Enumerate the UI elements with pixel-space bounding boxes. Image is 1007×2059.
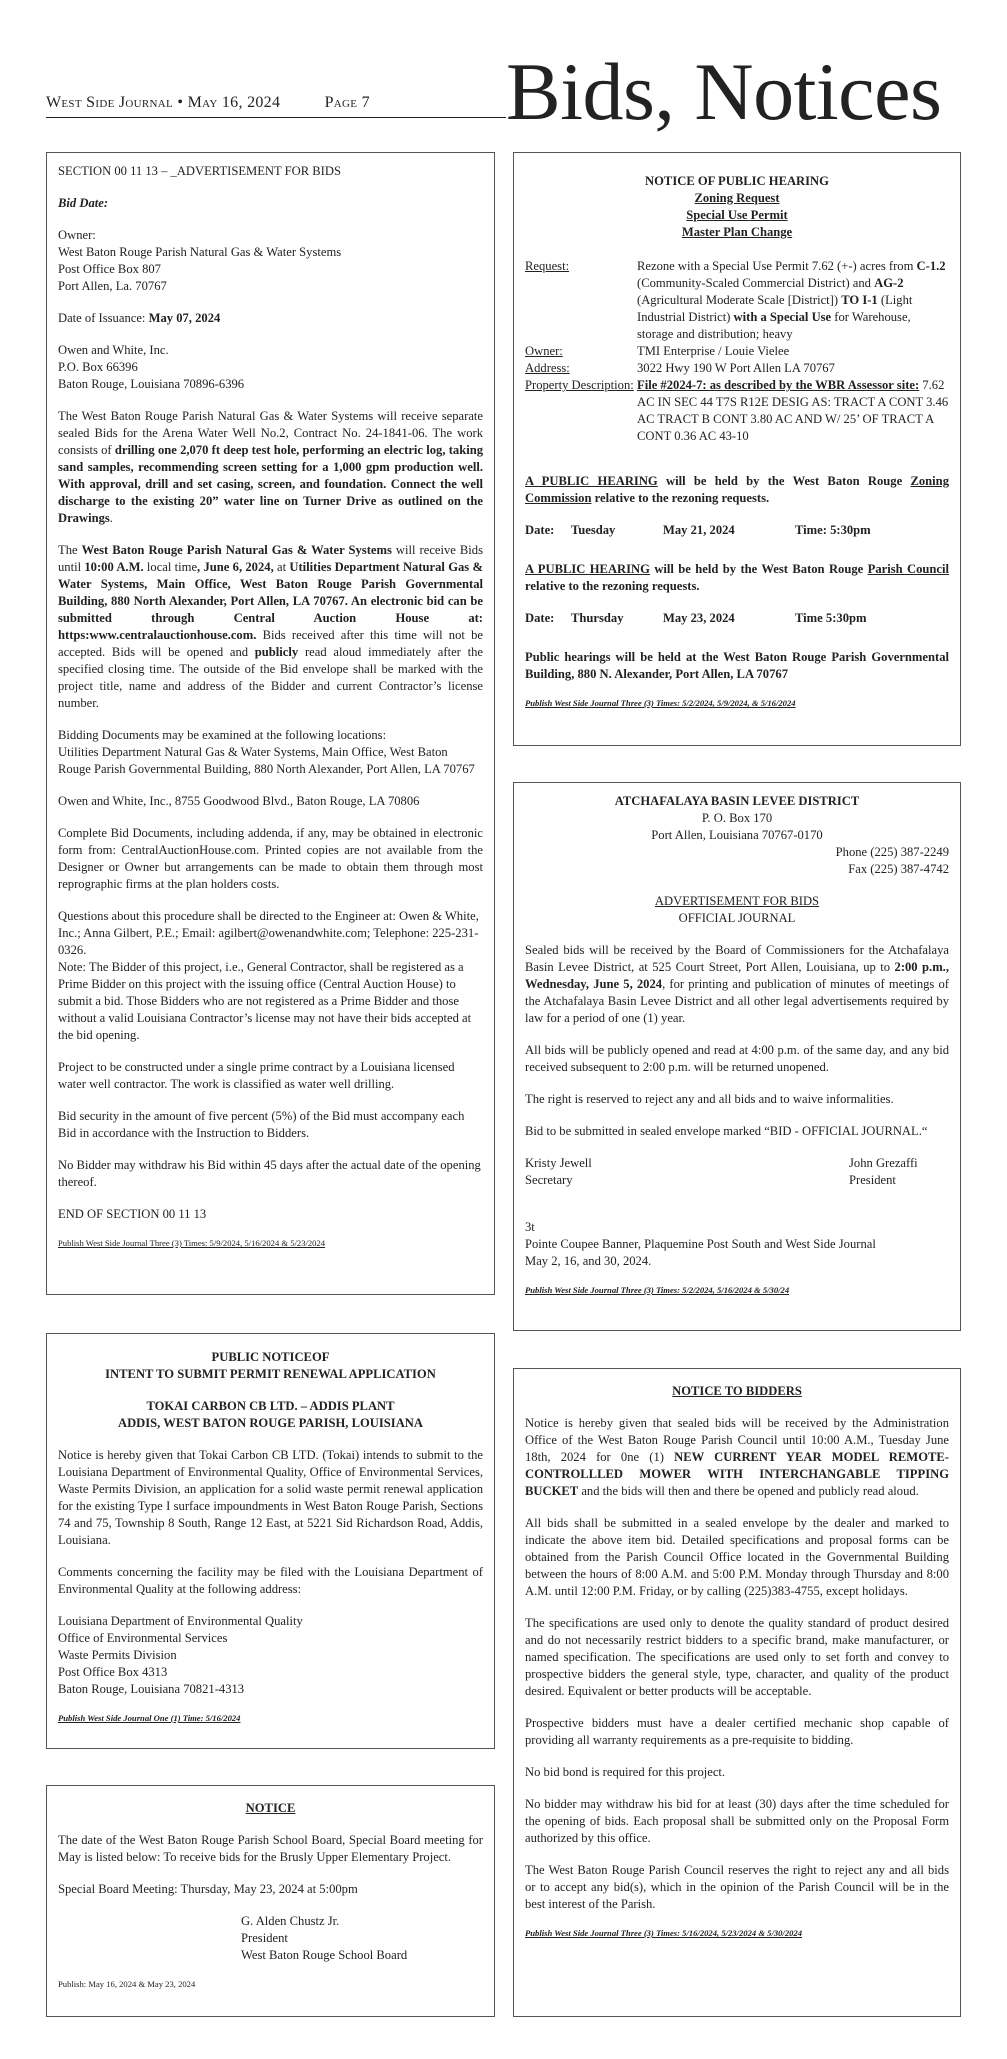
council-hearing-date: Date: Thursday May 23, 2024 Time 5:30pm (525, 611, 867, 625)
tokai-subheading: TOKAI CARBON CB LTD. – ADDIS PLANT ADDIS, WEST BATON ROUGE PARISH, LOUISIANA (117, 1399, 423, 1430)
publish-line: Publish West Side Journal Three (3) Times: 5/9/2024, 5/16/2024 & 5/23/2024 (58, 1238, 326, 1248)
owner-block: Owner: West Baton Rouge Parish Natural Gas & Water Systems Post Office Box 807 Port Allen, La. 70767 (58, 228, 342, 293)
tokai-heading: PUBLIC NOTICEOF INTENT TO SUBMIT PERMIT RENEWAL APPLICATION (105, 1350, 436, 1381)
contract-paragraph: Project to be constructed under a single prime contract by a Louisiana licensed water well contractor. The work is classified as water well drilling. (58, 1060, 455, 1091)
bid-documents-locations: Bidding Documents may be examined at the following locations: Utilities Department Natural Gas & Water Systems, Main Office, West Baton Rouge Parish Governmental Building, 880 North Alexander, Port Allen, LA 70767 (58, 728, 475, 776)
levee-publications: 3t Pointe Coupee Banner, Plaquemine Post South and West Side Journal May 2, 16, and 30, 2024. (525, 1220, 876, 1268)
bid-documents-paragraph: Complete Bid Documents, including addenda, if any, may be obtained in electronic form from: CentralAuctionHouse.com. Printed copies are not available from the Designer or Owner but arrangements can be made to obtain them through most reprographic firms at the plan holders costs. (58, 826, 483, 891)
notice-paragraph: The date of the West Baton Rouge Parish School Board, Special Board meeting for May is listed below: To receive bids for the Brusly Upper Elementary Project. (58, 1833, 483, 1864)
issue-date: May 16, 2024 (187, 94, 281, 111)
levee-envelope: Bid to be submitted in sealed envelope marked “BID - OFFICIAL JOURNAL.“ (525, 1124, 928, 1138)
zoning-hearing-date: Date: Tuesday May 21, 2024 Time: 5:30pm (525, 523, 871, 537)
masthead-rule (46, 117, 506, 118)
levee-address-block: ATCHAFALAYA BASIN LEVEE DISTRICT P. O. Box 170 Port Allen, Louisiana 70767-0170 Phone (225) 387-2249 Fax (225) 387-4742 (614, 794, 949, 876)
bullet-separator: • (177, 94, 184, 111)
questions-paragraph: Questions about this procedure shall be directed to the Engineer at: Owen & White, Inc.; Anna Gilbert, P.E.; Email: agilbert@owenandwhite.com; Telephone: 225-231-0326. Note: The Bidder of this project, i.e., General Contractor, shall be registered as a Prime Bidder on this project with the issuing office (Central Auction House) to submit a bid. Those Bidders who are not registered as a Prime Bidder and those without a valid Louisiana Contractor’s license may not have their bids accepted at the bid opening. (58, 909, 479, 1042)
levee-right-reserved: The right is reserved to reject any and all bids and to waive informalities. (525, 1092, 894, 1106)
publish-line: Publish West Side Journal One (1) Time: 5/16/2024 (58, 1713, 241, 1723)
bid-deadline-paragraph: The West Baton Rouge Parish Natural Gas & Water Systems will receive Bids until 10:00 A.M. local time, June 6, 2024, at Utilities Department Natural Gas & Water Systems, Main Office, West Baton Rouge Parish Governmental Building, 880 North Alexander, Port Allen, LA 70767. An electronic bid can be submitted through Central Auction House at: https:www.centralauctionhouse.com. Bids received after this time will not be accepted. Bids will be opened and publicly read aloud immediately after the specified closing time. The outside of the Bid envelope shall be marked with the project title, name and address of the Bidder and current Contractor’s license number. (58, 543, 484, 710)
levee-signatures: Kristy Jewell Secretary John Grezaffi President (525, 1156, 918, 1187)
withdrawal-paragraph: No Bidder may withdraw his Bid within 45 days after the actual date of the opening thereof. (58, 1158, 481, 1189)
notice-title: NOTICE (245, 1801, 296, 1815)
paper-name: West Side Journal (46, 94, 174, 111)
masthead (46, 46, 961, 137)
publish-line: Publish West Side Journal Three (3) Times: 5/2/2024, 5/16/2024 & 5/30/24 (525, 1285, 790, 1295)
bidders-mechanic-paragraph: Prospective bidders must have a dealer certified mechanic shop capable of providing all warranty requirements as a pre-requisite to bidding. (525, 1716, 949, 1747)
masthead-dateline (46, 94, 370, 111)
levee-opening: All bids will be publicly opened and read at 4:00 p.m. of the same day, and any bid received subsequent to 2:00 p.m. will be returned unopened. (525, 1043, 949, 1074)
bidders-submission-paragraph: All bids shall be submitted in a sealed envelope by the dealer and marked to indicate the above item bid. Detailed specifications and proposal forms can be obtained from the Parish Council Office located in the Governmental Building between the hours of 8:00 A.M. and 5:00 P.M. Monday through Thursday and 8:00 A.M. until 12:00 P.M. Friday, or by calling (225)383-4755, except holidays. (525, 1516, 949, 1598)
meeting-date: Special Board Meeting: Thursday, May 23, 2024 at 5:00pm (58, 1882, 358, 1896)
levee-ad-heading: ADVERTISEMENT FOR BIDS OFFICIAL JOURNAL (654, 894, 820, 925)
hearing-location: Public hearings will be held at the West Baton Rouge Parish Governmental Building, 880 N. Alexander, Port Allen, LA 70767 (525, 650, 949, 681)
bidders-bond-paragraph: No bid bond is required for this project. (525, 1765, 726, 1779)
bidders-reserve-paragraph: The West Baton Rouge Parish Council reserves the right to reject any and all bids or to accept any bid(s), which in the opinion of the Parish Council will be in the best interest of the Parish. (525, 1863, 949, 1911)
issuance-date: Date of Issuance: May 07, 2024 (58, 311, 221, 325)
notice-signature: G. Alden Chustz Jr. President West Baton Rouge School Board (241, 1914, 408, 1962)
address-row: Address: 3022 Hwy 190 W Port Allen LA 70767 (525, 361, 835, 375)
scope-paragraph: The West Baton Rouge Parish Natural Gas & Water Systems will receive separate sealed Bids for the Arena Water Well No.2, Contract No. 24-1841-06. The work consists of drilling one 2,070 ft deep test hole, performing an electric log, taking sand samples, recommending screen setting for a 1,000 gpm production well. With approval, drill and set casing, screen, and foundation. Connect the well discharge to the existing 20” water line on Turner Drive as outlined on the Drawings. (58, 409, 484, 525)
end-of-section: END OF SECTION 00 11 13 (58, 1207, 207, 1221)
school-board-notice (46, 1785, 495, 2017)
bid-date-label: Bid Date: (58, 196, 109, 210)
levee-sealed-bids: Sealed bids will be received by the Board of Commissioners for the Atchafalaya Basin Levee District, at 525 Court Street, Port Allen, Louisiana, up to 2:00 p.m., Wednesday, June 5, 2024, for printing and publication of minutes of meetings of the Atchafalaya Basin Levee District and all other legal advertisements required by law for a period of one (1) year. (525, 943, 949, 1025)
bidders-specifications-paragraph: The specifications are used only to denote the quality standard of product desired and do not necessarily restrict bidders to a specific brand, make manufacturer, or named specification. The specifications are used only to set forth and convey to prospective bidders the general style, type, character, and quality of the product desired. Equivalent or better products will be acceptable. (525, 1616, 949, 1698)
bidders-withdraw-paragraph: No bidder may withdraw his bid for at least (30) days after the time scheduled for the opening of bids. Each proposal shall be submitted only on the Proposal Form authorized by this office. (525, 1797, 949, 1845)
bidders-title: NOTICE TO BIDDERS (672, 1384, 802, 1398)
owner-row: Owner: TMI Enterprise / Louie Vielee (525, 344, 790, 358)
property-row: Property Description: File #2024-7: as described by the WBR Assessor site: 7.62 AC IN SEC 44 T7S R12E DESIG AS: TRACT A CONT 3.46 AC TRACT B CONT 3.80 AC AND W/ 25’ OF TRACT A CONT 0.36 AC 43-10 (525, 378, 949, 443)
publish-line: Publish: May 16, 2024 & May 23, 2024 (58, 1979, 196, 1989)
council-hearing-paragraph: A PUBLIC HEARING will be held by the West Baton Rouge Parish Council relative to the rezoning requests. (525, 562, 949, 593)
publish-line: Publish West Side Journal Three (3) Times: 5/16/2024, 5/23/2024 & 5/30/2024 (525, 1928, 803, 1938)
engineer-address: Owen and White, Inc., 8755 Goodwood Blvd., Baton Rouge, LA 70806 (58, 794, 420, 808)
page-number: Page 7 (324, 94, 370, 111)
section-heading: SECTION 00 11 13 – _ADVERTISEMENT FOR BIDS (58, 164, 341, 178)
notice-of-public-hearing (513, 152, 961, 746)
levee-district-advertisement (513, 782, 961, 1331)
hearing-heading: NOTICE OF PUBLIC HEARING Zoning Request Special Use Permit Master Plan Change (645, 174, 829, 239)
publish-line: Publish West Side Journal Three (3) Times: 5/2/2024, 5/9/2024, & 5/16/2024 (525, 698, 796, 708)
request-row: Request: Rezone with a Special Use Permit 7.62 (+-) acres from C-1.2 (Community-Scaled Commercial District) and AG-2 (Agricultural Moderate Scale [District]) TO I-1 (Light Industrial District) with a Special Use for Warehouse, storage and distribution; heavy (525, 259, 946, 341)
section-title: Bids, Notices (506, 46, 942, 137)
zoning-hearing-paragraph: A PUBLIC HEARING will be held by the West Baton Rouge Zoning Commission relative to the rezoning requests. (525, 474, 949, 505)
ldeq-address: Louisiana Department of Environmental Quality Office of Environmental Services Waste Permits Division Post Office Box 4313 Baton Rouge, Louisiana 70821-4313 (58, 1614, 303, 1696)
bid-security-paragraph: Bid security in the amount of five percent (5%) of the Bid must accompany each Bid in accordance with the Instruction to Bidders. (58, 1109, 465, 1140)
tokai-comments-paragraph: Comments concerning the facility may be filed with the Louisiana Department of Environmental Quality at the following address: (58, 1565, 483, 1596)
engineer-block: Owen and White, Inc. P.O. Box 66396 Baton Rouge, Louisiana 70896-6396 (58, 343, 245, 391)
notice-to-bidders (513, 1368, 961, 2017)
tokai-notice-paragraph: Notice is hereby given that Tokai Carbon CB LTD. (Tokai) intends to submit to the Louisiana Department of Environmental Quality, Office of Environmental Services, Waste Permits Division, an application for a solid waste permit renewal application for the existing Type I surface impoundments in West Baton Rouge Parish, Sections 74 and 75, Township 8 South, Range 12 East, at 5221 Sid Richardson Road, Addis, Louisiana. (58, 1448, 483, 1547)
advertisement-for-bids (46, 152, 495, 1295)
tokai-permit-notice (46, 1333, 495, 1749)
bidders-notice-paragraph: Notice is hereby given that sealed bids will be received by the Administration Office of the West Baton Rouge Parish Council until 10:00 A.M., Tuesday June 18th, 2024 for 0ne (1) NEW CURRENT YEAR MODEL REMOTE-CONTROLLLED MOWER WITH INTERCHANGABLE TIPPING BUCKET and the bids will then and there be opened and publicly read aloud. (525, 1416, 949, 1498)
